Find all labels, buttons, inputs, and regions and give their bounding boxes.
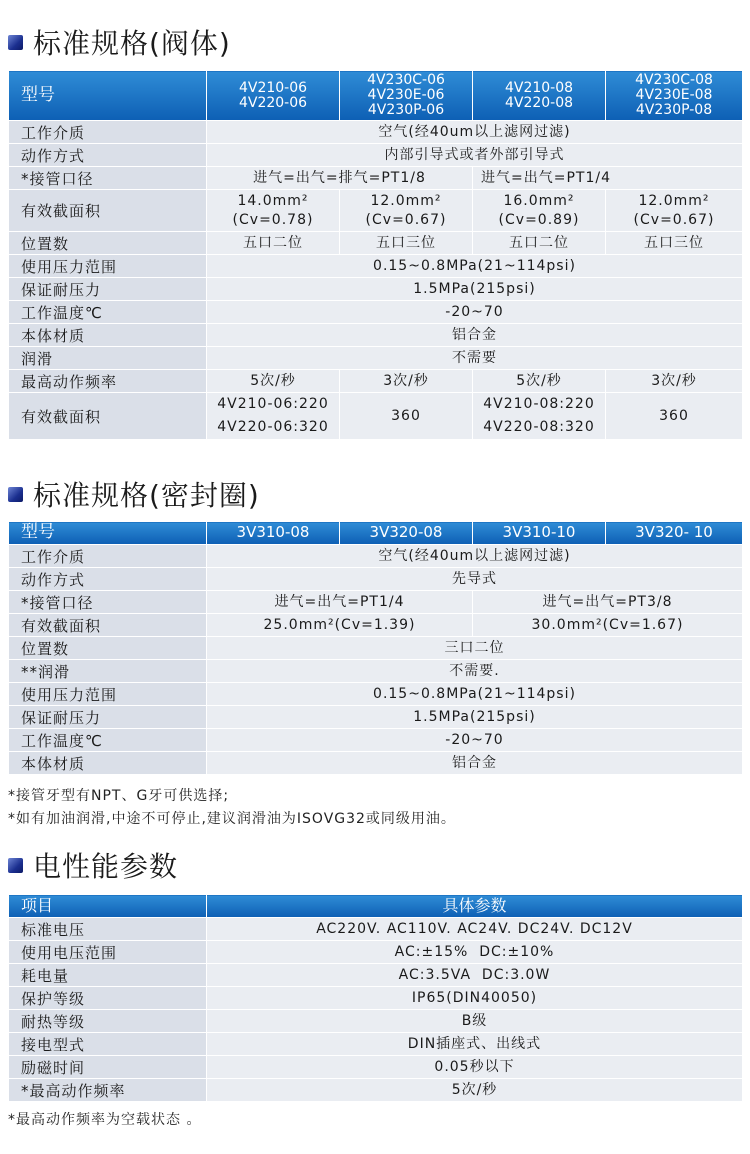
table-row [9,121,743,144]
table-row [9,144,743,167]
row-value: DIN插座式、出线式 [207,1033,743,1056]
table-row [9,370,743,393]
row-value: 12.0mm² (Cv=0.67) [606,190,743,232]
table-row [9,190,743,232]
row-label: *接管口径 [9,591,207,614]
row-value: 0.15~0.8MPa(21~114psi) [207,683,743,706]
header-model-col: 3V320- 10 [606,522,743,545]
row-value: -20~70 [207,729,743,752]
row-label: 使用压力范围 [9,683,207,706]
section-electric-title [8,845,178,885]
table-row [9,614,743,637]
row-value: 3次/秒 [606,370,743,393]
row-value: 进气=出气=PT1/4 [473,167,743,190]
row-label: 使用电压范围 [9,941,207,964]
row-value: 空气(经40um以上滤网过滤) [207,121,743,144]
row-value: 不需要. [207,660,743,683]
row-value: AC220V. AC110V. AC24V. DC24V. DC12V [207,918,743,941]
header-model-label: 型号 [9,71,207,121]
table-row [9,918,743,941]
row-value: 铝合金 [207,324,743,347]
row-value: 先导式 [207,568,743,591]
row-value: 进气=出气=PT3/8 [473,591,743,614]
row-value: 14.0mm² (Cv=0.78) [207,190,340,232]
row-value: AC:±15% DC:±10% [207,941,743,964]
header-model-col: 3V310-10 [473,522,606,545]
row-value: 3次/秒 [340,370,473,393]
row-label: 位置数 [9,637,207,660]
row-label: 位置数 [9,232,207,255]
row-value: 五口三位 [606,232,743,255]
row-label: 本体材质 [9,752,207,775]
section-title-text: 电性能参数 [33,850,179,883]
table-row [9,987,743,1010]
row-label: 使用压力范围 [9,255,207,278]
row-value: 4V210-08:220 4V220-08:320 [473,393,606,440]
table-row [9,393,743,440]
row-value: 0.05秒以下 [207,1056,743,1079]
row-value: 五口三位 [340,232,473,255]
table-row [9,591,743,614]
row-value: AC:3.5VA DC:3.0W [207,964,743,987]
row-label: 最高动作频率 [9,370,207,393]
table-row [9,167,743,190]
row-value: 进气=出气=排气=PT1/8 [207,167,473,190]
row-value: 5次/秒 [473,370,606,393]
row-label: 润滑 [9,347,207,370]
row-value: IP65(DIN40050) [207,987,743,1010]
row-value: 五口二位 [473,232,606,255]
seal-spec-table [8,521,743,775]
header-model-col: 3V320-08 [340,522,473,545]
row-label: 耐热等级 [9,1010,207,1033]
row-value: 12.0mm² (Cv=0.67) [340,190,473,232]
row-label: 工作温度℃ [9,301,207,324]
table-header-row [9,522,743,545]
row-value: 进气=出气=PT1/4 [207,591,473,614]
row-label: 工作介质 [9,121,207,144]
section-valve-title [8,22,231,62]
row-label: 工作介质 [9,545,207,568]
header-model-label: 型号 [9,522,207,545]
footnote: *最高动作频率为空载状态 。 [8,1112,202,1128]
table-row [9,706,743,729]
header-item-label: 项目 [9,895,207,918]
footnote: *接管牙型有NPT、G牙可供选择; [8,788,230,804]
row-value: 五口二位 [207,232,340,255]
row-value: 三口二位 [207,637,743,660]
section-seal-title [8,474,260,514]
table-row [9,683,743,706]
row-label: 工作温度℃ [9,729,207,752]
table-row [9,255,743,278]
row-label: 有效截面积 [9,614,207,637]
row-value: 空气(经40um以上滤网过滤) [207,545,743,568]
row-value: 0.15~0.8MPa(21~114psi) [207,255,743,278]
row-value: 16.0mm² (Cv=0.89) [473,190,606,232]
row-label: 标准电压 [9,918,207,941]
row-label: 励磁时间 [9,1056,207,1079]
row-value: B级 [207,1010,743,1033]
row-label: 保证耐压力 [9,278,207,301]
table-row [9,1056,743,1079]
section-bullet-icon [8,487,23,502]
table-row [9,752,743,775]
table-row [9,545,743,568]
table-row [9,568,743,591]
row-value: 30.0mm²(Cv=1.67) [473,614,743,637]
table-row [9,637,743,660]
row-label: *最高动作频率 [9,1079,207,1102]
row-value: 内部引导式或者外部引导式 [207,144,743,167]
row-value: 25.0mm²(Cv=1.39) [207,614,473,637]
section-title-text: 标准规格(密封圈) [33,479,260,512]
table-row [9,232,743,255]
valve-spec-table [8,70,743,440]
table-row [9,964,743,987]
row-label: 接电型式 [9,1033,207,1056]
row-label: *接管口径 [9,167,207,190]
row-value: 1.5MPa(215psi) [207,278,743,301]
section-title-text: 标准规格(阀体) [33,27,231,60]
row-value: -20~70 [207,301,743,324]
row-label: 有效截面积 [9,393,207,440]
table-row [9,1033,743,1056]
row-label: 本体材质 [9,324,207,347]
table-row [9,941,743,964]
row-label: **润滑 [9,660,207,683]
row-value: 铝合金 [207,752,743,775]
row-label: 动作方式 [9,144,207,167]
header-model-col: 4V210-06 4V220-06 [207,71,340,121]
section-bullet-icon [8,858,23,873]
footnote: *如有加油润滑,中途不可停止,建议润滑油为ISOVG32或同级用油。 [8,811,456,827]
table-row [9,324,743,347]
table-row [9,347,743,370]
section-bullet-icon [8,35,23,50]
row-label: 保证耐压力 [9,706,207,729]
row-value: 4V210-06:220 4V220-06:320 [207,393,340,440]
table-row [9,278,743,301]
row-label: 有效截面积 [9,190,207,232]
row-label: 保护等级 [9,987,207,1010]
header-model-col: 4V230C-08 4V230E-08 4V230P-08 [606,71,743,121]
row-value: 5次/秒 [207,370,340,393]
row-value: 不需要 [207,347,743,370]
table-row [9,1079,743,1102]
table-row [9,1010,743,1033]
table-row [9,729,743,752]
header-model-col: 4V230C-06 4V230E-06 4V230P-06 [340,71,473,121]
table-row [9,301,743,324]
header-param-label: 具体参数 [207,895,743,918]
row-value: 360 [340,393,473,440]
header-model-col: 4V210-08 4V220-08 [473,71,606,121]
table-header-row [9,71,743,121]
row-value: 5次/秒 [207,1079,743,1102]
row-label: 动作方式 [9,568,207,591]
row-label: 耗电量 [9,964,207,987]
header-model-col: 3V310-08 [207,522,340,545]
table-row [9,660,743,683]
row-value: 1.5MPa(215psi) [207,706,743,729]
table-header-row [9,895,743,918]
electric-spec-table [8,894,743,1102]
row-value: 360 [606,393,743,440]
